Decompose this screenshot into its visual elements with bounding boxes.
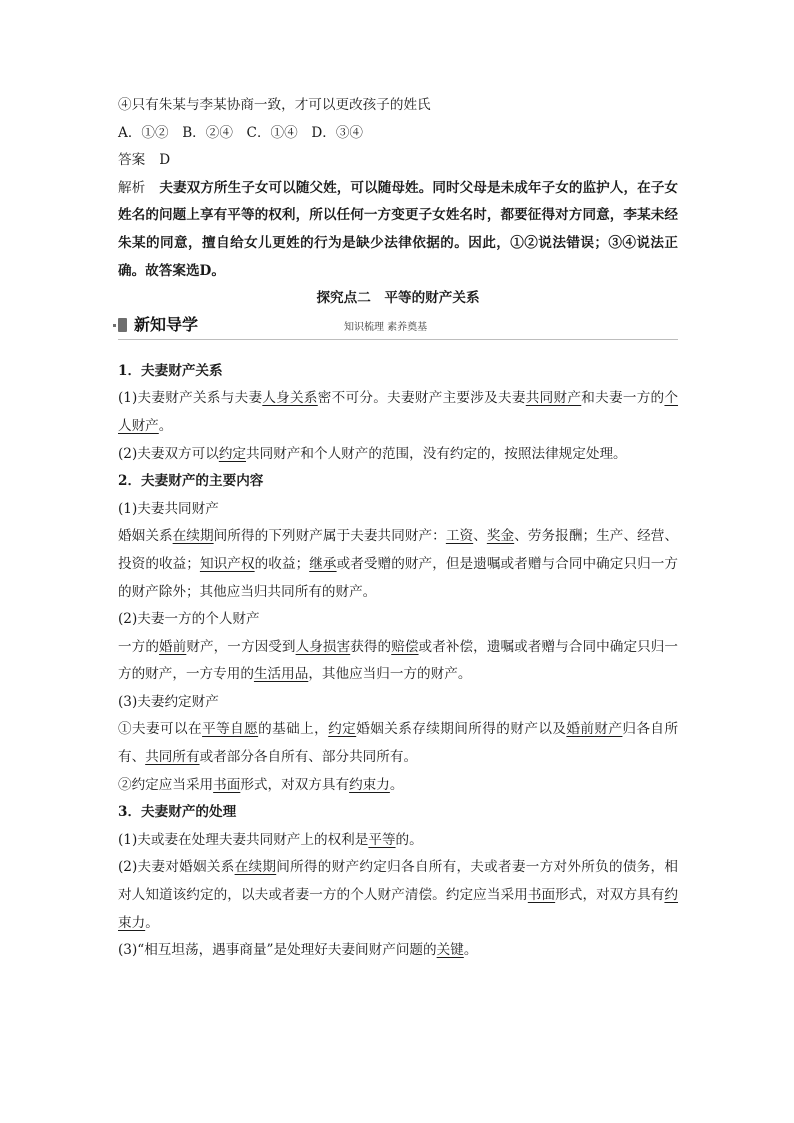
paragraph-3-3 (118, 937, 678, 965)
text-segment: 形式，对双方具有 (555, 887, 665, 904)
text-segment: 间所得的下列财产属于夫妻共同财产： (213, 528, 446, 545)
blank-answer: 生活用品 (253, 666, 309, 683)
blank-answer: 赔偿 (391, 638, 419, 655)
text-segment: 一方的 (118, 638, 159, 655)
paragraph-3-1 (118, 827, 678, 855)
banner-tag: 知识梳理 素养奠基 (344, 321, 428, 333)
banner-marker-icon (118, 318, 127, 332)
answer-label: 答案 (118, 152, 146, 169)
subheading-2-2: (2)夫妻一方的个人财产 (118, 611, 260, 628)
text-segment: (1)夫妻财产关系与夫妻 (118, 390, 263, 407)
paragraph-2-1 (118, 523, 678, 606)
text-segment: 婚姻关系 (118, 528, 173, 545)
paragraph-2-2 (118, 634, 678, 689)
text-segment: 归各自所有、 (118, 721, 679, 766)
new-knowledge-banner (118, 315, 678, 340)
text-segment: 间所得的财产约定归各自所有，夫或者妻一方对外所负的债务，相对人知道该约定的，以夫或者妻一方的个人财产清偿。约定应当采用 (118, 859, 679, 904)
text-segment: 。 (389, 776, 404, 793)
text-segment: 形式，对双方具有 (240, 776, 350, 793)
heading-3: 3．夫妻财产的处理 (118, 804, 237, 821)
blank-answer: 约束力 (118, 887, 679, 931)
answer-choices: A．①② B．②④ C．①④ D．③④ (118, 124, 364, 141)
subheading-2-3: (3)夫妻约定财产 (118, 693, 219, 710)
blank-answer: 平等 (368, 831, 396, 848)
text-segment: 。 (158, 417, 173, 434)
banner-title: 新知导学 (134, 314, 199, 334)
text-segment: 的基础上， (258, 721, 329, 738)
text-segment: (1)夫或妻在处理夫妻共同财产上的权利是 (118, 831, 369, 848)
text-segment: 共同财产和个人财产的范围，没有约定的，按照法律规定处理。 (246, 445, 627, 462)
text-segment: 婚姻关系存续期间所得的财产以及 (356, 721, 567, 738)
text-segment: 、劳务报酬；生产、经营、投资的收益； (118, 528, 679, 572)
text-segment: 。 (463, 942, 478, 959)
blank-answer: 共同所有 (145, 749, 200, 766)
blank-answer: 约定 (328, 721, 357, 738)
heading-2: 2．夫妻财产的主要内容 (118, 473, 264, 490)
analysis-label: 解析 (118, 179, 146, 196)
blank-answer: 人身损害 (295, 638, 351, 655)
paragraph-1-2 (118, 441, 678, 469)
blank-answer: 继承 (309, 555, 337, 572)
blank-answer: 共同财产 (525, 390, 582, 407)
blank-answer: 约定 (218, 445, 247, 462)
text-segment: ，其他应当归一方的财产。 (308, 666, 472, 683)
blank-answer: 平等自愿 (202, 721, 259, 738)
text-segment: (3)“相互坦荡，遇事商量”是处理好夫妻间财产问题的 (118, 942, 437, 959)
text-segment: 或者部分各自所有、部分共同所有。 (199, 749, 418, 766)
paragraph-2-3-2 (118, 772, 678, 800)
text-segment: ②约定应当采用 (118, 776, 214, 793)
blank-answer: 婚前 (158, 638, 187, 655)
paragraph-1-1 (118, 385, 678, 440)
blank-answer: 知识产权 (199, 555, 255, 572)
blank-answer: 在续期 (234, 859, 277, 876)
answer-line (118, 147, 678, 175)
blank-answer: 书面 (527, 887, 556, 904)
section-title: 探究点二 平等的财产关系 (316, 290, 480, 307)
text-segment: 的。 (395, 831, 423, 848)
analysis-text: 夫妻双方所生子女可以随父姓，可以随母姓。同时父母是未成年子女的监护人，在子女姓名的问题上享有平等的权利，所以任何一方变更子女姓名时，都要征得对方同意，李某未经朱某的同意，擅自给女儿更姓的行为是缺少法律依据的。因此，①②说法错误；③④说法正确。故答案选D。 (118, 179, 679, 279)
blank-answer: 约束力 (349, 776, 390, 793)
subheading-2-1: (1)夫妻共同财产 (118, 500, 219, 517)
blank-answer: 关键 (436, 942, 464, 959)
paragraph-3-2 (118, 854, 678, 937)
text-segment: 和夫妻一方的 (581, 390, 665, 407)
text-segment: 。 (145, 914, 159, 931)
heading-1: 1．夫妻财产关系 (118, 362, 223, 379)
blank-answer: 在续期 (172, 528, 214, 545)
blank-answer: 个人财产 (118, 390, 679, 434)
text-segment: 、 (473, 528, 487, 545)
blank-answer: 奖金 (486, 528, 515, 545)
analysis-paragraph (118, 175, 678, 285)
document-page (118, 92, 678, 965)
text-segment: 财产，一方因受到 (186, 638, 296, 655)
text-segment: 或者补偿，遗嘱或者赠与合同中确定只归一方的财产，一方专用的 (118, 638, 679, 683)
blank-answer: 书面 (213, 776, 241, 793)
blank-answer: 婚前财产 (566, 721, 623, 738)
blank-answer: 工资 (445, 528, 474, 545)
answer-value: D (159, 152, 171, 169)
text-segment: 密不可分。夫妻财产主要涉及夫妻 (317, 390, 526, 407)
text-segment: (2)夫妻双方可以 (118, 445, 219, 462)
text-segment: 的收益； (254, 555, 310, 572)
option-4: ④只有朱某与李某协商一致，才可以更改孩子的姓氏 (118, 97, 431, 113)
blank-answer: 人身关系 (262, 390, 318, 407)
text-segment: ①夫妻可以在 (118, 721, 203, 738)
paragraph-2-3-1 (118, 716, 678, 771)
text-segment: (2)夫妻对婚姻关系 (118, 859, 235, 876)
text-segment: 获得的 (350, 638, 392, 655)
text-segment: 或者受赠的财产，但是遗嘱或者赠与合同中确定只归一方的财产除外；其他应当归共同所有的财产。 (118, 555, 679, 600)
